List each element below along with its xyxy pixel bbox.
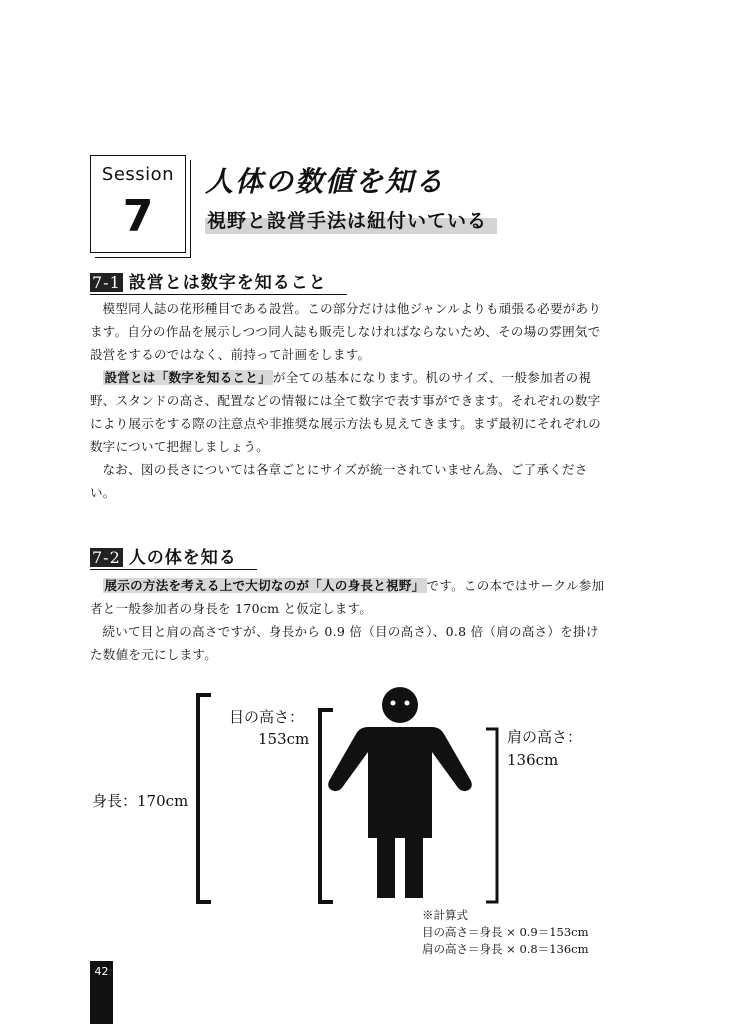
session-number: 7 [122,191,154,242]
shoulder-height-label: 肩の高さ： [507,728,583,746]
session-label: Session [101,164,175,185]
section-number: 7-1 [92,273,121,292]
formula-note [422,907,589,958]
eye-height-bracket [320,710,333,902]
person-icon [328,687,472,898]
eye-height-label: 目の高さ： [229,708,305,726]
paragraph: 続いて目と肩の高さですが、身長から 0.9 倍（目の高さ）、0.8 倍（肩の高さ）を掛けた数値を元にします。 [90,624,599,662]
formula-shoulder: 肩の高さ＝身長 × 0.8＝136cm [422,942,589,956]
highlight-text: 展示の方法を考える上で大切なのが「人の身長と視野」 [104,578,425,593]
chapter-title: 人体の数値を知る [205,165,446,198]
page-number-tab [90,961,113,1024]
paragraph-text: が全ての基本になります。机のサイズ、一般参加者の視野、スタンドの高さ、配置などの情報には全て数字で表す事ができます。それぞれの数字により展示をする際の注意点や非推奨な展示方法も見えてきます。まず最初にそれぞれの数字について把握しましょう。 [90,370,602,454]
section-title: 設営とは数字を知ること [128,273,327,293]
section-number: 7-2 [92,548,121,567]
paragraph: 模型同人誌の花形種目である設営。この部分だけは他ジャンルよりも頑張る必要があります。自分の作品を展示しつつ同人誌も販売しなければならないため、その場の雰囲気で設営をするのではなく、前持って計画をします。 [90,301,602,362]
formula-title: ※計算式 [422,908,468,922]
highlight-text: 設営とは「数字を知ること」 [104,370,271,385]
formula-eye: 目の高さ＝身長 × 0.9＝153cm [422,925,589,939]
height-label: 身長：170cm [92,792,189,810]
paragraph: なお、図の長さについては各章ごとにサイズが統一されていません為、ご了承ください。 [90,462,588,500]
shoulder-height-bracket [486,729,497,902]
paragraph-text: です。この本ではサークル参加者と一般参加者の身長を 170cm と仮定します。 [90,578,605,616]
chapter-subtitle: 視野と設営手法は紐付いている [205,205,497,234]
page-number: 42 [94,965,109,978]
section-title: 人の体を知る [128,548,237,568]
height-bracket [198,695,211,902]
eye-height-value: 153cm [258,730,310,748]
shoulder-height-value: 136cm [507,751,559,769]
